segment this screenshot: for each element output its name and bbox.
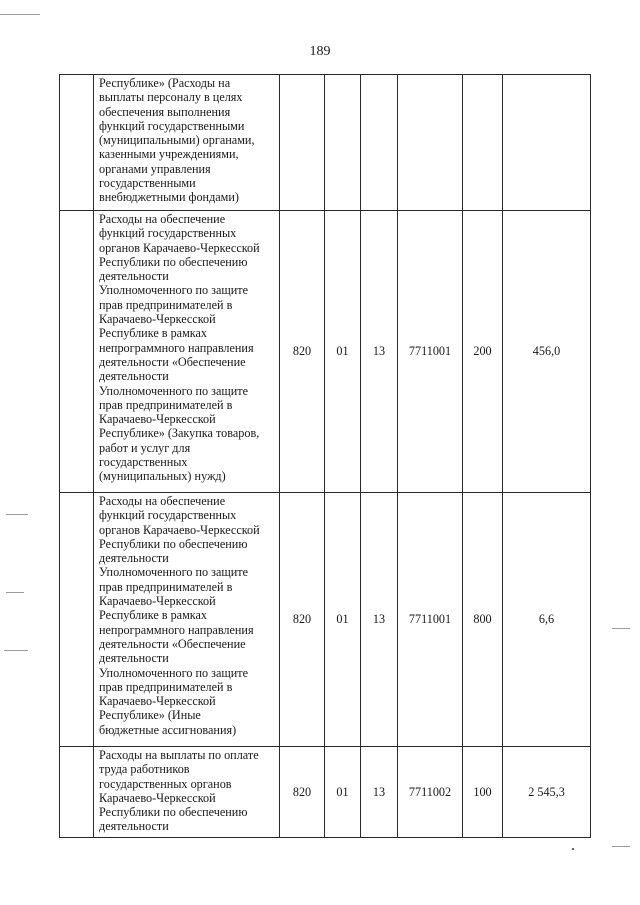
scan-edge-mark [6,514,28,515]
amount-cell: 456,0 [503,211,591,493]
description-cell: Расходы на обеспечение функций государственных органов Карачаево-Черкесской Республики по обеспечению деятельности Уполномоченного по защите прав предпринимателей в Карачаево-Черкесской Республике в рамках непрограммного направления деятельности «Обеспечение деятельности Уполномоченного по защите прав предпринимателей в Карачаево-Черкесской Республике» (Закупка товаров, работ и услуг для государственных (муниципальных) нужд) [94,211,280,493]
scan-speck [572,848,574,850]
expense-type-cell: 800 [463,493,503,747]
subsection-code-cell: 13 [361,493,398,747]
amount-cell [503,75,591,211]
expense-type-cell: 200 [463,211,503,493]
table-row [60,493,591,747]
row-blank-cell [60,747,94,838]
subsection-code-cell [361,75,398,211]
row-blank-cell [60,211,94,493]
expense-type-cell: 100 [463,747,503,838]
scan-edge-mark [0,14,40,15]
scan-edge-mark [4,650,28,651]
row-blank-cell [60,75,94,211]
target-article-cell: 7711001 [398,211,463,493]
description-cell: Расходы на выплаты по оплате труда работников государственных органов Карачаево-Черкесской Республики по обеспечению деятельности [94,747,280,838]
row-blank-cell [60,493,94,747]
scan-edge-mark [612,628,630,629]
ministry-code-cell [280,75,325,211]
description-cell: Республике» (Расходы на выплаты персоналу в целях обеспечения выполнения функций государственными (муниципальными) органами, казенными учреждениями, органами управления государственными внебюджетными фондами) [94,75,280,211]
table-row [60,211,591,493]
expense-type-cell [463,75,503,211]
target-article-cell [398,75,463,211]
description-cell: Расходы на обеспечение функций государственных органов Карачаево-Черкесской Республики по обеспечению деятельности Уполномоченного по защите прав предпринимателей в Карачаево-Черкесской Республике в рамках непрограммного направления деятельности «Обеспечение деятельности Уполномоченного по защите прав предпринимателей в Карачаево-Черкесской Республике» (Иные бюджетные ассигнования) [94,493,280,747]
budget-table [59,74,591,838]
section-code-cell: 01 [325,493,361,747]
section-code-cell: 01 [325,211,361,493]
scan-edge-mark [612,846,630,847]
ministry-code-cell: 820 [280,747,325,838]
ministry-code-cell: 820 [280,211,325,493]
amount-cell: 2 545,3 [503,747,591,838]
table-row [60,75,591,211]
subsection-code-cell: 13 [361,211,398,493]
ministry-code-cell: 820 [280,493,325,747]
subsection-code-cell: 13 [361,747,398,838]
scan-edge-mark [6,592,24,593]
table-row [60,747,591,838]
target-article-cell: 7711002 [398,747,463,838]
target-article-cell: 7711001 [398,493,463,747]
amount-cell: 6,6 [503,493,591,747]
page-number: 189 [309,44,331,59]
section-code-cell: 01 [325,747,361,838]
section-code-cell [325,75,361,211]
